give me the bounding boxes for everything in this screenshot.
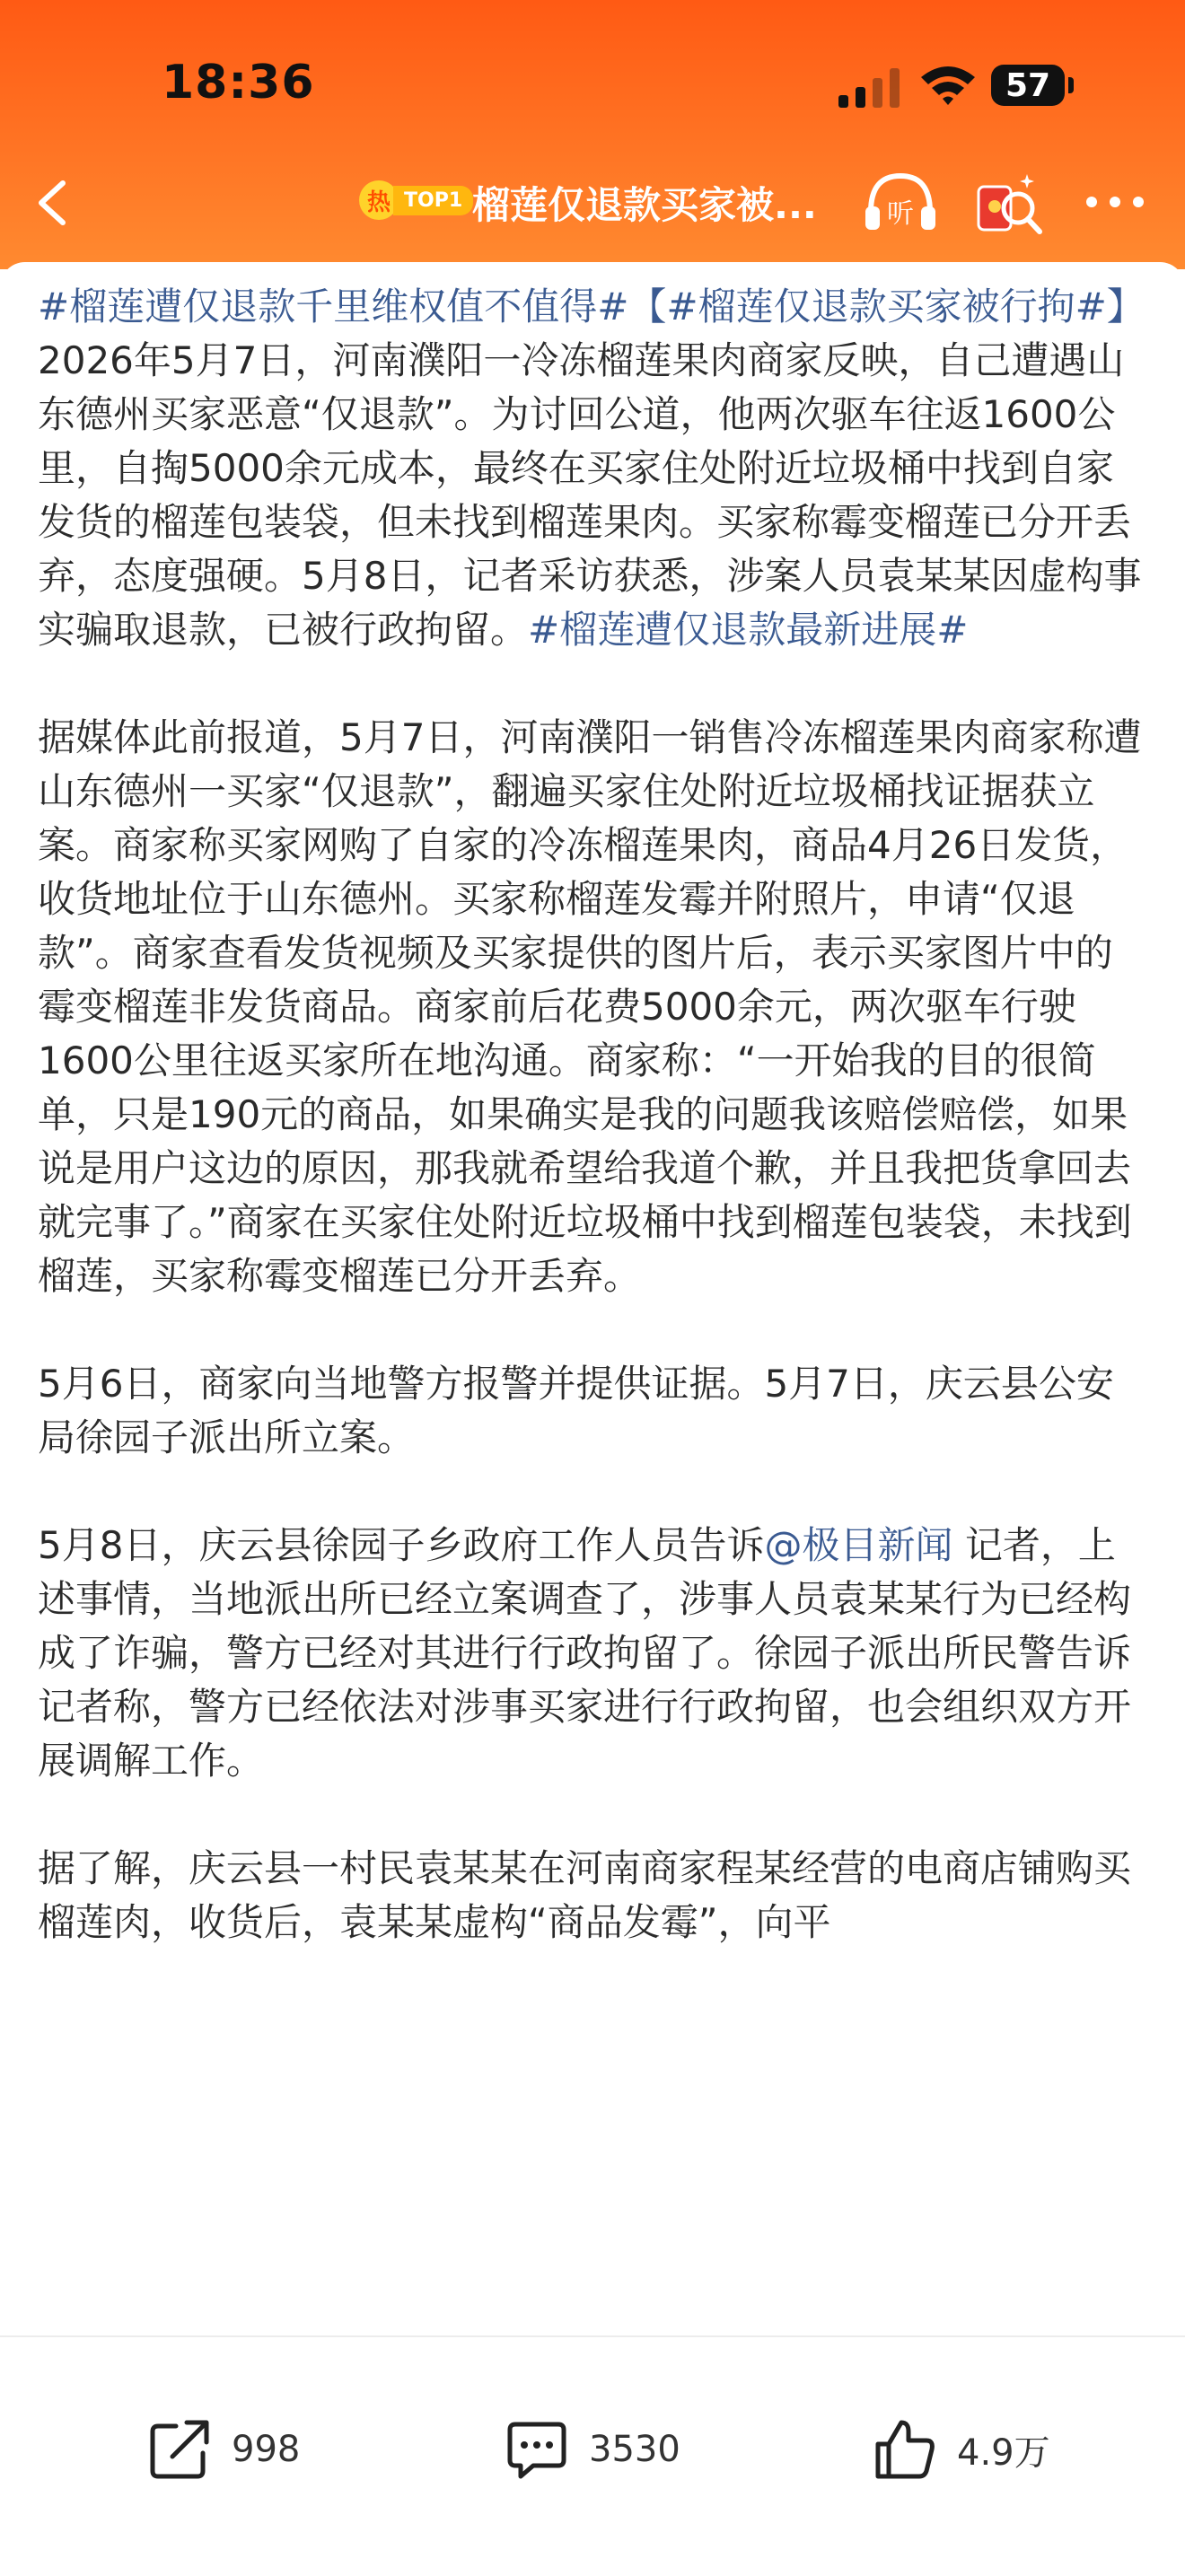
status-time: 18:36 [162, 56, 315, 110]
hashtag-link[interactable]: #榴莲遭仅退款最新进展# [528, 608, 969, 652]
comment-icon [503, 2415, 571, 2484]
paragraph-text: 5月8日，庆云县徐园子乡政府工作人员告诉 [38, 1523, 765, 1567]
hashtag-link[interactable]: #榴莲遭仅退款千里维权值不值得# [38, 285, 629, 329]
paragraph-text: 2026年5月7日，河南濮阳一冷冻榴莲果肉商家反映，自己遭遇山东德州买家恶意“仅退款”。为讨回公道，他两次驱车往返1600公里，自掏5000余元成本，最终在买家住处附近垃圾桶中找到自家发货的榴莲包装袋，但未找到榴莲果肉。买家称霉变榴莲已分开丢弃，态度强硬。5月8日，记者采访获悉，涉案人员袁某某因虚构事实骗取退款，已被行政拘留。 [38, 338, 1142, 652]
hot-rank-badge [359, 180, 473, 221]
paragraph-5: 据了解，庆云县一村民袁某某在河南商家程某经营的电商店铺购买榴莲肉，收货后，袁某某虚构“商品发霉”，向平 [38, 1846, 1132, 1944]
battery-cap [1068, 77, 1074, 93]
paragraph-text: 记者，上述事情，当地派出所已经立案调查了，涉事人员袁某某行为已经构成了诈骗，警方已经对其进行行政拘留了。徐园子派出所民警告诉记者称，警方已经依法对涉事买家进行行政拘留，也会组织双方开展调解工作。 [38, 1523, 1132, 1783]
article-content [0, 262, 1185, 2335]
paragraph-2: 据媒体此前报道，5月7日，河南濮阳一销售冷冻榴莲果肉商家称遭山东德州一买家“仅退款”，翻遍买家住处附近垃圾桶找证据获立案。商家称买家网购了自家的冷冻榴莲果肉，商品4月26日发货，收货地址位于山东德州。买家称榴莲发霉并附照片，申请“仅退款”。商家查看发货视频及买家提供的图片后，表示买家图片中的霉变榴莲非发货商品。商家前后花费5000余元，两次驱车行驶1600公里往返买家所在地沟通。商家称：“一开始我的目的很简单，只是190元的商品，如果确实是我的问题我该赔偿赔偿，如果说是用户这边的原因，那我就希望给我道个歉，并且我把货拿回去就完事了。”商家在买家住处附近垃圾桶中找到榴莲包装袋，未找到榴莲，买家称霉变榴莲已分开丢弃。 [38, 715, 1142, 1298]
share-icon [145, 2415, 214, 2484]
battery-indicator: 57 [991, 65, 1065, 106]
cellular-signal-icon [838, 68, 900, 108]
thumbs-up-icon [871, 2415, 939, 2484]
back-arrow-icon[interactable] [31, 178, 75, 228]
hot-badge-icon: 热 [359, 180, 399, 220]
headphones-listen-icon[interactable] [862, 167, 939, 239]
share-button[interactable] [145, 2409, 300, 2490]
action-bar [0, 2335, 1185, 2576]
comment-count: 3530 [589, 2429, 680, 2470]
paragraph-3: 5月6日，商家向当地警方报警并提供证据。5月7日，庆云县公安局徐园子派出所立案。 [38, 1362, 1114, 1459]
red-packet-search-icon[interactable] [971, 167, 1047, 242]
top-header [0, 0, 1185, 269]
article-body [38, 280, 1147, 2003]
status-bar [0, 0, 1185, 171]
comment-button[interactable] [503, 2409, 680, 2490]
mention-link[interactable]: @极目新闻 [764, 1523, 953, 1567]
paragraph-1 [38, 280, 1147, 657]
share-count: 998 [232, 2429, 301, 2470]
like-button[interactable] [871, 2409, 1050, 2490]
like-count: 4.9万 [957, 2431, 1050, 2474]
page-title[interactable]: 榴莲仅退款买家被... [472, 183, 817, 227]
hashtag-link[interactable]: 【#榴莲仅退款买家被行拘#】 [628, 285, 1145, 329]
wifi-icon [917, 63, 979, 108]
rank-label: TOP1 [393, 186, 473, 215]
more-options-icon[interactable] [1083, 188, 1147, 215]
svg-text:听: 听 [887, 198, 914, 230]
paragraph-4 [38, 1519, 1147, 1788]
